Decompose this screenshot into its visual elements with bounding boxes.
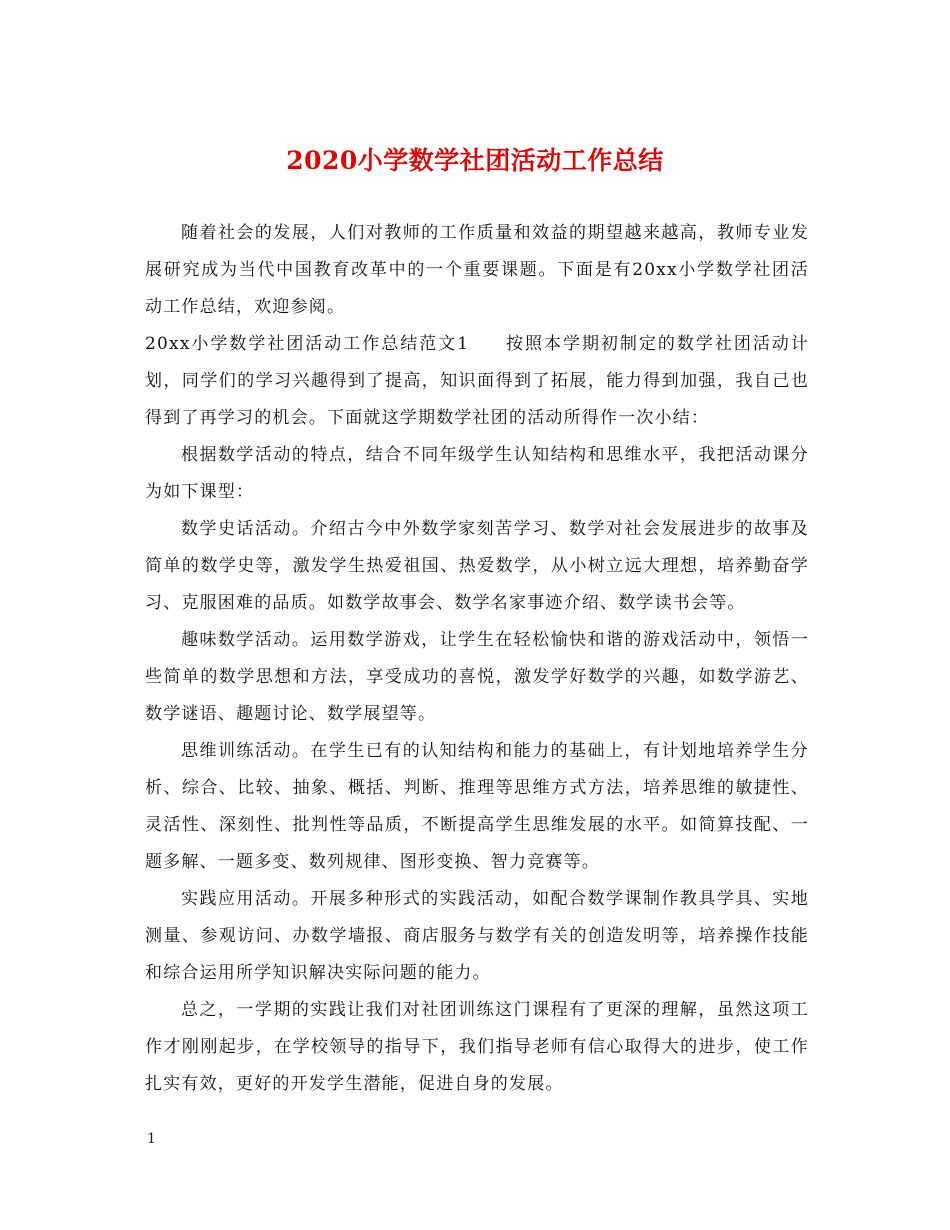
activity-types-paragraph: 根据数学活动的特点，结合不同年级学生认知结构和思维水平，我把活动课分为如下课型： <box>145 445 809 502</box>
sample-section-paragraph <box>145 326 809 437</box>
sample-section-heading: 20xx小学数学社团活动工作总结范文1 <box>145 334 470 354</box>
thinking-training-paragraph: 思维训练活动。在学生已有的认知结构和能力的基础上，有计划地培养学生分析、综合、比较、抽象、概括、判断、推理等思维方式方法，培养思维的敏捷性、灵活性、深刻性、批判性等品质，不断提高学生思维发展的水平。如简算技配、一题多解、一题多变、数列规律、图形变换、智力竞赛等。 <box>145 741 809 872</box>
document-body <box>145 215 809 1103</box>
document-title: 2020小学数学社团活动工作总结 <box>286 146 664 175</box>
sample-section-text: 按照本学期初制定的数学社团活动计划，同学们的学习兴趣得到了提高，知识面得到了拓展，能力得到加强，我自己也得到了再学习的机会。下面就这学期数学社团的活动所得作一次小结： <box>145 334 809 428</box>
summary-paragraph: 总之，一学期的实践让我们对社团训练这门课程有了更深的理解，虽然这项工作才刚刚起步，在学校领导的指导下，我们指导老师有信心取得大的进步，使工作扎实有效，更好的开发学生潜能，促进自身的发展。 <box>145 1000 809 1094</box>
math-history-paragraph: 数学史话活动。介绍古今中外数学家刻苦学习、数学对社会发展进步的故事及简单的数学史等，激发学生热爱祖国、热爱数学，从小树立远大理想，培养勤奋学习、克服困难的品质。如数学故事会、数学名家事迹介绍、数学读书会等。 <box>145 519 809 613</box>
practice-application-paragraph: 实践应用活动。开展多种形式的实践活动，如配合数学课制作教具学具、实地测量、参观访问、办数学墙报、商店服务与数学有关的创造发明等，培养操作技能和综合运用所学知识解决实际问题的能力。 <box>145 889 809 983</box>
page-number: 1 <box>147 1131 156 1147</box>
intro-paragraph: 随着社会的发展，人们对教师的工作质量和效益的期望越来越高，教师专业发展研究成为当代中国教育改革中的一个重要课题。下面是有20xx小学数学社团活动工作总结，欢迎参阅。 <box>145 223 809 317</box>
fun-math-paragraph: 趣味数学活动。运用数学游戏，让学生在轻松愉快和谐的游戏活动中，领悟一些简单的数学思想和方法，享受成功的喜悦，激发学好数学的兴趣，如数学游艺、数学谜语、趣题讨论、数学展望等。 <box>145 630 809 724</box>
